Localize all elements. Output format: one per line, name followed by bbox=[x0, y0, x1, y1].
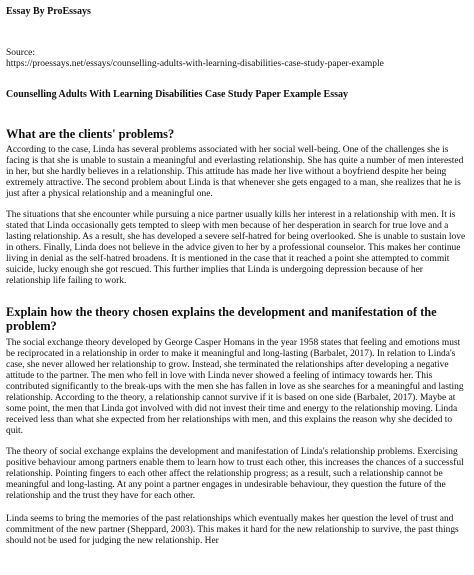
section-heading-theory-explanation: Explain how the theory chosen explains the development and manifestation of the problem? bbox=[6, 305, 437, 333]
document-title: Counselling Adults With Learning Disabilities Case Study Paper Example Essay bbox=[6, 89, 349, 100]
paragraph: Linda seems to bring the memories of the past relationships which eventually makes her question the level of trust and commitment of the new partner (Sheppard, 2003). This makes it hard for the new relationship to survive, the past things should not be used for judging the new relationship. Her bbox=[6, 514, 459, 547]
section-heading-clients-problems: What are the clients' problems? bbox=[6, 127, 175, 141]
paragraph: According to the case, Linda has several problems associated with her social well-being. One of the challenges she is facing is that she is unable to sustain a meaningful and everlasting relationship. She has quite a number of men interested in her, but she hardly believes in a relationship. This attitude has made her live without a boyfriend despite her being extremely attractive. The second problem about Linda is that whenever she gets engaged to a man, she realizes that he is just after a physical relationship and a meaningful one. bbox=[6, 145, 464, 200]
source-url[interactable]: https://proessays.net/essays/counselling-adults-with-learning-disabilities-case-study-paper-example bbox=[6, 59, 384, 69]
paragraph: The situations that she encounter while pursuing a nice partner usually kills her interest in a relationship with men. It is stated that Linda occasionally gets tempted to sleep with men because of her desperation in search for true love and a lasting relationship. As a result, she has developed a severe self-hatred for being overlooked. She is unable to sustain love in others. Finally, Linda does not believe in the advice given to her by a professional counselor. This makes her continue living in denial as the self-hatred broadens. It is mentioned in the case that it reached a point she attempted to commit suicide, lucky enough she got rescued. This further implies that Linda is undergoing depression because of her relationship life failing to work. bbox=[6, 210, 466, 287]
paragraph: The social exchange theory developed by George Casper Homans in the year 1958 states that feeling and emotions must be reciprocated in a relationship in order to make it meaningful and long-lasting (Barbalet, 2017). In relation to Linda's case, she never allowed her relationship to grow. Instead, she terminated the relationships after developing a negative attitude to the partner. The men who fell in love with Linda never showed a feeling of intimacy towards her. This contributed significantly to the break-ups with the men she has fallen in love as she searches for a meaningful and lasting relationship. According to the theory, a relationship cannot survive if it is based on one side (Barbalet, 2017). Maybe at some point, the men that Linda got involved with did not invest their time and energy to the relationship moving. Linda received less than what she expected from her relationships with men, and this explains the reason why she decided to quit. bbox=[6, 338, 464, 437]
source-label: Source: bbox=[6, 48, 36, 58]
brand-title: Essay By ProEssays bbox=[6, 6, 91, 17]
paragraph: The theory of social exchange explains the development and manifestation of Linda's relationship problems. Exercising positive behaviour among partners enable them to learn how to trust each other, this increases the chances of a successful relationship. Pointing fingers to each other affect the relationship progress; as a result, such a relationship cannot be meaningful and long-lasting. At any point a partner engages in undesirable behaviour, they question the future of the relationship and the trust they have for each other. bbox=[6, 447, 464, 502]
